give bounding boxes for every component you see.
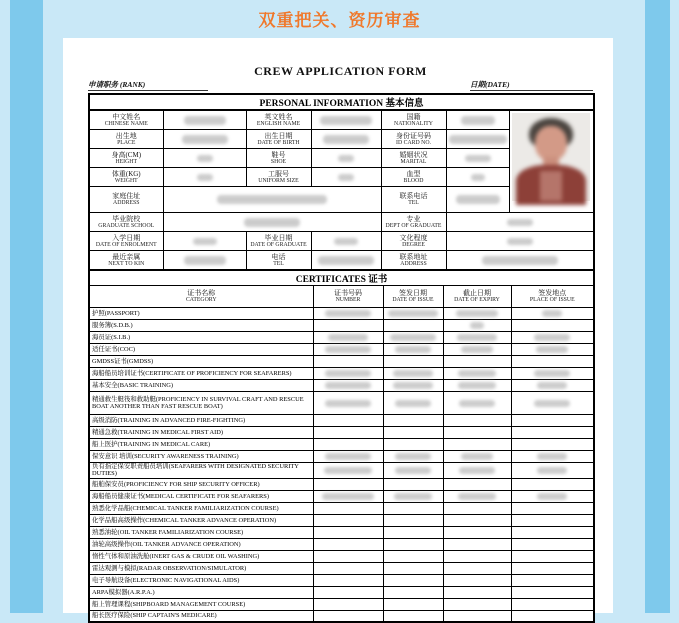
table-row bbox=[89, 251, 594, 271]
certificate-cell bbox=[383, 392, 443, 415]
portrait-face bbox=[535, 126, 567, 161]
portrait-photo-blur bbox=[512, 113, 590, 201]
certificate-cell bbox=[383, 610, 443, 622]
certificate-cell bbox=[313, 610, 383, 622]
certificate-cell bbox=[511, 586, 594, 598]
certificate-name: 船长医疗保险(SHIP CAPTAIN'S MEDICARE) bbox=[89, 610, 313, 622]
certificate-cell bbox=[511, 320, 594, 332]
certificate-row bbox=[89, 610, 594, 622]
personal-info-table bbox=[88, 93, 595, 271]
table-row bbox=[89, 232, 594, 251]
certificates-table-body bbox=[89, 308, 594, 623]
redacted-value bbox=[338, 174, 354, 181]
certificate-cell bbox=[313, 514, 383, 526]
redacted-value bbox=[395, 453, 431, 460]
certificate-cell bbox=[313, 320, 383, 332]
certificate-cell bbox=[313, 380, 383, 392]
portrait-photo bbox=[512, 113, 590, 201]
redacted-value bbox=[459, 400, 495, 407]
certificate-row bbox=[89, 308, 594, 320]
certificate-name: 熟悉油轮(OIL TANKER FAMILIARIZATION COURSE) bbox=[89, 526, 313, 538]
certificate-cell bbox=[511, 610, 594, 622]
field-value bbox=[446, 168, 509, 187]
certificate-name: 海船船员健康证书(MEDICAL CERTIFICATE FOR SEAFARERS) bbox=[89, 490, 313, 502]
certificate-cell bbox=[383, 415, 443, 427]
field-label-birth-place: 出生地 PLACE bbox=[89, 130, 163, 149]
certificate-name: GMDSS证书(GMDSS) bbox=[89, 356, 313, 368]
redacted-value bbox=[325, 382, 371, 389]
certificate-cell bbox=[313, 356, 383, 368]
field-label-marital: 婚姻状况 MARITAL bbox=[381, 149, 446, 168]
redacted-value bbox=[449, 135, 507, 144]
redacted-value bbox=[217, 195, 327, 204]
field-label-weight: 体重(KG) WEIGHT bbox=[89, 168, 163, 187]
redacted-value bbox=[537, 382, 567, 389]
field-label-id-card: 身份证号码 ID CARD NO. bbox=[381, 130, 446, 149]
redacted-value bbox=[390, 334, 436, 341]
redacted-value bbox=[184, 116, 226, 125]
certificate-cell bbox=[383, 463, 443, 479]
certificate-cell bbox=[313, 439, 383, 451]
field-label-height: 身高(CM) HEIGHT bbox=[89, 149, 163, 168]
redacted-value bbox=[537, 467, 567, 474]
certificate-cell bbox=[383, 478, 443, 490]
certificate-cell bbox=[383, 562, 443, 574]
redacted-value bbox=[393, 382, 433, 389]
certificate-name: 精通急救(TRAINING IN MEDICAL FIRST AID) bbox=[89, 427, 313, 439]
redacted-value bbox=[542, 310, 562, 317]
redacted-value bbox=[461, 453, 493, 460]
certificate-cell bbox=[383, 514, 443, 526]
certificate-cell bbox=[443, 562, 511, 574]
redacted-value bbox=[325, 346, 371, 353]
column-header-category: 证书名称 CATEGORY bbox=[89, 286, 313, 308]
certificate-row bbox=[89, 368, 594, 380]
certificate-cell bbox=[443, 451, 511, 463]
field-label-next-of-kin: 最近亲属 NEXT TO KIN bbox=[89, 251, 163, 271]
certificate-row bbox=[89, 598, 594, 610]
redacted-value bbox=[461, 346, 493, 353]
redacted-value bbox=[534, 334, 570, 341]
certificate-cell bbox=[443, 478, 511, 490]
certificate-name: 船上管理课程(SHIPBOARD MANAGEMENT COURSE) bbox=[89, 598, 313, 610]
certificate-cell bbox=[313, 598, 383, 610]
redacted-value bbox=[182, 135, 228, 144]
field-label-shoe: 鞋号 SHOE bbox=[246, 149, 311, 168]
field-label-home-address: 家庭住址 ADDRESS bbox=[89, 187, 163, 213]
certificate-cell bbox=[511, 562, 594, 574]
certificate-row bbox=[89, 320, 594, 332]
certificate-cell bbox=[443, 356, 511, 368]
certificate-cell bbox=[313, 490, 383, 502]
certificate-cell bbox=[443, 526, 511, 538]
redacted-value bbox=[324, 467, 372, 474]
certificate-cell bbox=[383, 344, 443, 356]
certificate-cell bbox=[443, 463, 511, 479]
certificate-name: 船舶保安员(PROFICIENCY FOR SHIP SECURITY OFFICER) bbox=[89, 478, 313, 490]
certificate-row bbox=[89, 451, 594, 463]
certificate-cell bbox=[313, 574, 383, 586]
redacted-value bbox=[507, 238, 533, 245]
field-label-kin-address: 联系地址 ADDRESS bbox=[381, 251, 446, 271]
certificate-name: 雷达观测与模拟(RADAR OBSERVATION/SIMULATOR) bbox=[89, 562, 313, 574]
certificate-row bbox=[89, 490, 594, 502]
redacted-value bbox=[318, 256, 374, 265]
personal-section-header: PERSONAL INFORMATION 基本信息 bbox=[89, 94, 594, 110]
certificate-name: 精通救生艇筏和救助艇(PROFICIENCY IN SURVIVAL CRAFT AND RESCUE BOAT ANOTHER THAN FAST RESCUE BOAT) bbox=[89, 392, 313, 415]
certificate-cell bbox=[511, 490, 594, 502]
certificate-cell bbox=[313, 451, 383, 463]
certificate-cell bbox=[443, 332, 511, 344]
certificate-cell bbox=[511, 538, 594, 550]
certificate-cell bbox=[443, 427, 511, 439]
certificate-cell bbox=[443, 538, 511, 550]
field-label-kin-tel: 电话 TEL bbox=[246, 251, 311, 271]
redacted-value bbox=[534, 370, 570, 377]
portrait-chest bbox=[540, 171, 562, 201]
field-value bbox=[163, 110, 246, 130]
redacted-value bbox=[393, 370, 433, 377]
certificate-name: 海员证(S.I.B.) bbox=[89, 332, 313, 344]
field-value bbox=[311, 232, 381, 251]
field-value bbox=[446, 110, 509, 130]
certificate-row bbox=[89, 439, 594, 451]
certificate-cell bbox=[313, 427, 383, 439]
certificate-cell bbox=[511, 308, 594, 320]
certificate-row bbox=[89, 538, 594, 550]
redacted-value bbox=[458, 370, 496, 377]
photo-cell bbox=[509, 110, 594, 213]
redacted-value bbox=[461, 116, 495, 125]
certificate-cell bbox=[383, 332, 443, 344]
field-label-birth-date: 出生日期 DATE OF BIRTH bbox=[246, 130, 311, 149]
certificate-name: 船上医护(TRAINING IN MEDICAL CARE) bbox=[89, 439, 313, 451]
redacted-value bbox=[325, 310, 371, 317]
certificate-cell bbox=[443, 574, 511, 586]
field-value bbox=[311, 149, 381, 168]
certificate-cell bbox=[443, 368, 511, 380]
field-label-graduate-school: 毕业院校 GRADUATE SCHOOL bbox=[89, 213, 163, 232]
form-container bbox=[88, 38, 593, 623]
certificate-cell bbox=[313, 502, 383, 514]
field-value bbox=[311, 251, 381, 271]
rank-date-row bbox=[88, 79, 593, 93]
redacted-value bbox=[536, 346, 568, 353]
redacted-value bbox=[334, 238, 358, 245]
certificate-cell bbox=[313, 344, 383, 356]
certificate-row bbox=[89, 415, 594, 427]
field-value bbox=[163, 213, 381, 232]
certificate-cell bbox=[383, 490, 443, 502]
form-page bbox=[63, 38, 613, 620]
redacted-value bbox=[325, 370, 371, 377]
certificate-cell bbox=[511, 502, 594, 514]
redacted-value bbox=[395, 400, 431, 407]
field-value bbox=[311, 168, 381, 187]
certificate-row bbox=[89, 356, 594, 368]
certificate-name: 惰性气体和原油洗舱(INERT GAS & CRUDE OIL WASHING) bbox=[89, 550, 313, 562]
field-value bbox=[446, 149, 509, 168]
certificate-cell bbox=[313, 332, 383, 344]
certificate-cell bbox=[511, 514, 594, 526]
certificate-name: 负有指定保安职责船员培训(SEAFARERS WITH DESIGNATED SECURITY DUTIES) bbox=[89, 463, 313, 479]
certificate-cell bbox=[313, 415, 383, 427]
redacted-value bbox=[325, 400, 371, 407]
redacted-value bbox=[193, 238, 217, 245]
certificate-cell bbox=[511, 439, 594, 451]
certificate-row bbox=[89, 550, 594, 562]
field-label-tel: 联系电话 TEL bbox=[381, 187, 446, 213]
certificate-cell bbox=[383, 451, 443, 463]
redacted-value bbox=[537, 493, 567, 500]
redacted-value bbox=[456, 195, 500, 204]
redacted-value bbox=[323, 135, 369, 144]
field-value bbox=[446, 251, 594, 271]
field-label-english-name: 英文姓名 ENGLISH NAME bbox=[246, 110, 311, 130]
certificate-cell bbox=[313, 538, 383, 550]
certificate-cell bbox=[383, 538, 443, 550]
certificate-cell bbox=[511, 344, 594, 356]
certificate-row bbox=[89, 526, 594, 538]
certificate-cell bbox=[511, 332, 594, 344]
field-label-graduate-date: 毕业日期 DATE OF GRADUATE bbox=[246, 232, 311, 251]
field-label-major: 专业 DEPT OF GRADUATE bbox=[381, 213, 446, 232]
column-header-date-of-expiry: 截止日期 DATE OF EXPIRY bbox=[443, 286, 511, 308]
column-header-date-of-issue: 签发日期 DATE OF ISSUE bbox=[383, 286, 443, 308]
certificate-cell bbox=[511, 356, 594, 368]
field-value bbox=[163, 187, 381, 213]
certificate-cell bbox=[443, 439, 511, 451]
form-title: CREW APPLICATION FORM bbox=[254, 64, 427, 78]
certificate-row bbox=[89, 514, 594, 526]
certificate-cell bbox=[313, 368, 383, 380]
certificate-cell bbox=[443, 308, 511, 320]
certificate-cell bbox=[511, 478, 594, 490]
certificate-name: 电子导航设备(ELECTRONIC NAVIGATIONAL AIDS) bbox=[89, 574, 313, 586]
certificate-row bbox=[89, 562, 594, 574]
certificate-name: 海船船员培训证书(CERTIFICATE OF PROFICIENCY FOR SEAFARERS) bbox=[89, 368, 313, 380]
right-accent-bar bbox=[645, 0, 670, 613]
certificate-cell bbox=[443, 550, 511, 562]
column-header-place-of-issue: 签发地点 PLACE OF ISSUE bbox=[511, 286, 594, 308]
certificate-name: 适任证书(COC) bbox=[89, 344, 313, 356]
certificate-cell bbox=[443, 344, 511, 356]
certificate-name: 高级消防(TRAINING IN ADVANCED FIRE-FIGHTING) bbox=[89, 415, 313, 427]
certificate-row bbox=[89, 574, 594, 586]
column-header-number: 证书号码 NUMBER bbox=[313, 286, 383, 308]
certificate-cell bbox=[383, 502, 443, 514]
redacted-value bbox=[537, 453, 567, 460]
redacted-value bbox=[184, 256, 226, 265]
certificate-cell bbox=[383, 439, 443, 451]
certificate-cell bbox=[511, 415, 594, 427]
redacted-value bbox=[388, 310, 438, 317]
certificate-cell bbox=[511, 392, 594, 415]
certificate-cell bbox=[511, 526, 594, 538]
certificate-cell bbox=[313, 562, 383, 574]
certificate-name: 保安意识 培训(SECURITY AWARENESS TRAINING) bbox=[89, 451, 313, 463]
certificate-cell bbox=[511, 451, 594, 463]
certificate-cell bbox=[383, 320, 443, 332]
redacted-value bbox=[458, 382, 496, 389]
date-label: 日期(DATE) bbox=[470, 79, 593, 91]
certificate-cell bbox=[443, 392, 511, 415]
certificate-cell bbox=[313, 550, 383, 562]
certificate-row bbox=[89, 427, 594, 439]
redacted-value bbox=[471, 174, 485, 181]
redacted-value bbox=[465, 155, 491, 162]
certificate-cell bbox=[511, 463, 594, 479]
field-value bbox=[163, 232, 246, 251]
field-label-blood: 血型 BLOOD bbox=[381, 168, 446, 187]
field-value bbox=[163, 251, 246, 271]
field-label-chinese-name: 中文姓名 CHINESE NAME bbox=[89, 110, 163, 130]
redacted-value bbox=[320, 116, 372, 125]
redacted-value bbox=[394, 493, 432, 500]
certificate-cell bbox=[511, 427, 594, 439]
redacted-value bbox=[244, 218, 300, 227]
redacted-value bbox=[459, 467, 495, 474]
field-value bbox=[311, 130, 381, 149]
banner-title: 双重把关、资历审查 bbox=[258, 11, 421, 30]
certificates-column-header-row bbox=[89, 286, 594, 308]
redacted-value bbox=[197, 155, 213, 162]
field-label-enrolment: 入学日期 DATE OF ENROLMENT bbox=[89, 232, 163, 251]
field-value bbox=[311, 110, 381, 130]
redacted-value bbox=[457, 334, 497, 341]
certificate-cell bbox=[383, 368, 443, 380]
table-row bbox=[89, 213, 594, 232]
certificate-row bbox=[89, 332, 594, 344]
certificate-cell bbox=[313, 586, 383, 598]
certificate-cell bbox=[443, 502, 511, 514]
certificate-row bbox=[89, 502, 594, 514]
field-label-nationality: 国籍 NATIONALITY bbox=[381, 110, 446, 130]
field-value bbox=[163, 130, 246, 149]
redacted-value bbox=[197, 174, 213, 181]
certificate-cell bbox=[511, 598, 594, 610]
certificate-cell bbox=[383, 356, 443, 368]
table-row bbox=[89, 110, 594, 130]
certificate-cell bbox=[443, 490, 511, 502]
field-label-degree: 文化程度 DEGREE bbox=[381, 232, 446, 251]
redacted-value bbox=[328, 334, 368, 341]
certificate-row bbox=[89, 392, 594, 415]
certificate-name: 化学品船高级操作(CHEMICAL TANKER ADVANCE OPERATION) bbox=[89, 514, 313, 526]
redacted-value bbox=[534, 400, 570, 407]
left-accent-bar bbox=[10, 0, 43, 613]
certificate-row bbox=[89, 380, 594, 392]
certificate-cell bbox=[443, 610, 511, 622]
field-value bbox=[163, 168, 246, 187]
certificates-table bbox=[88, 269, 595, 623]
certificate-cell bbox=[511, 368, 594, 380]
certificate-name: 熟悉化学品船(CHEMICAL TANKER FAMILIARIZATION COURSE) bbox=[89, 502, 313, 514]
field-value bbox=[446, 187, 509, 213]
certificate-row bbox=[89, 344, 594, 356]
certificate-cell bbox=[443, 415, 511, 427]
certificate-cell bbox=[313, 463, 383, 479]
certificate-cell bbox=[443, 598, 511, 610]
certificate-cell bbox=[443, 320, 511, 332]
certificate-cell bbox=[313, 526, 383, 538]
certificate-name: 护照(PASSPORT) bbox=[89, 308, 313, 320]
redacted-value bbox=[395, 346, 431, 353]
certificate-cell bbox=[383, 586, 443, 598]
certificate-name: 服务簿(S.D.B.) bbox=[89, 320, 313, 332]
certificate-row bbox=[89, 463, 594, 479]
certificate-cell bbox=[383, 550, 443, 562]
certificate-cell bbox=[443, 514, 511, 526]
certificate-name: 油轮高级操作(OIL TANKER ADVANCE OPERATION) bbox=[89, 538, 313, 550]
certificate-row bbox=[89, 478, 594, 490]
redacted-value bbox=[322, 493, 374, 500]
certificate-cell bbox=[511, 550, 594, 562]
field-value bbox=[446, 213, 594, 232]
rank-label: 申请职务 (RANK) bbox=[88, 79, 208, 91]
redacted-value bbox=[395, 467, 431, 474]
certificate-cell bbox=[313, 308, 383, 320]
certificate-cell bbox=[443, 586, 511, 598]
redacted-value bbox=[470, 322, 484, 329]
certificate-name: 基本安全(BASIC TRAINING) bbox=[89, 380, 313, 392]
redacted-value bbox=[338, 155, 354, 162]
certificate-cell bbox=[383, 380, 443, 392]
certificate-cell bbox=[383, 526, 443, 538]
certificate-row bbox=[89, 586, 594, 598]
redacted-value bbox=[456, 310, 498, 317]
redacted-value bbox=[458, 493, 496, 500]
certificate-cell bbox=[511, 380, 594, 392]
certificate-cell bbox=[383, 308, 443, 320]
field-label-uniform: 工服号 UNIFORM SIZE bbox=[246, 168, 311, 187]
field-value bbox=[446, 232, 594, 251]
certificate-cell bbox=[383, 427, 443, 439]
field-value bbox=[446, 130, 509, 149]
certificate-cell bbox=[511, 574, 594, 586]
certificate-name: ARPA模拟器(A.R.P.A.) bbox=[89, 586, 313, 598]
redacted-value bbox=[325, 453, 371, 460]
redacted-value bbox=[507, 219, 533, 226]
certificate-cell bbox=[313, 478, 383, 490]
redacted-value bbox=[482, 256, 558, 265]
certificate-cell bbox=[443, 380, 511, 392]
certificate-cell bbox=[383, 574, 443, 586]
certificates-section-header: CERTIFICATES 证书 bbox=[89, 270, 594, 286]
field-value bbox=[163, 149, 246, 168]
certificate-cell bbox=[383, 598, 443, 610]
certificate-cell bbox=[313, 392, 383, 415]
